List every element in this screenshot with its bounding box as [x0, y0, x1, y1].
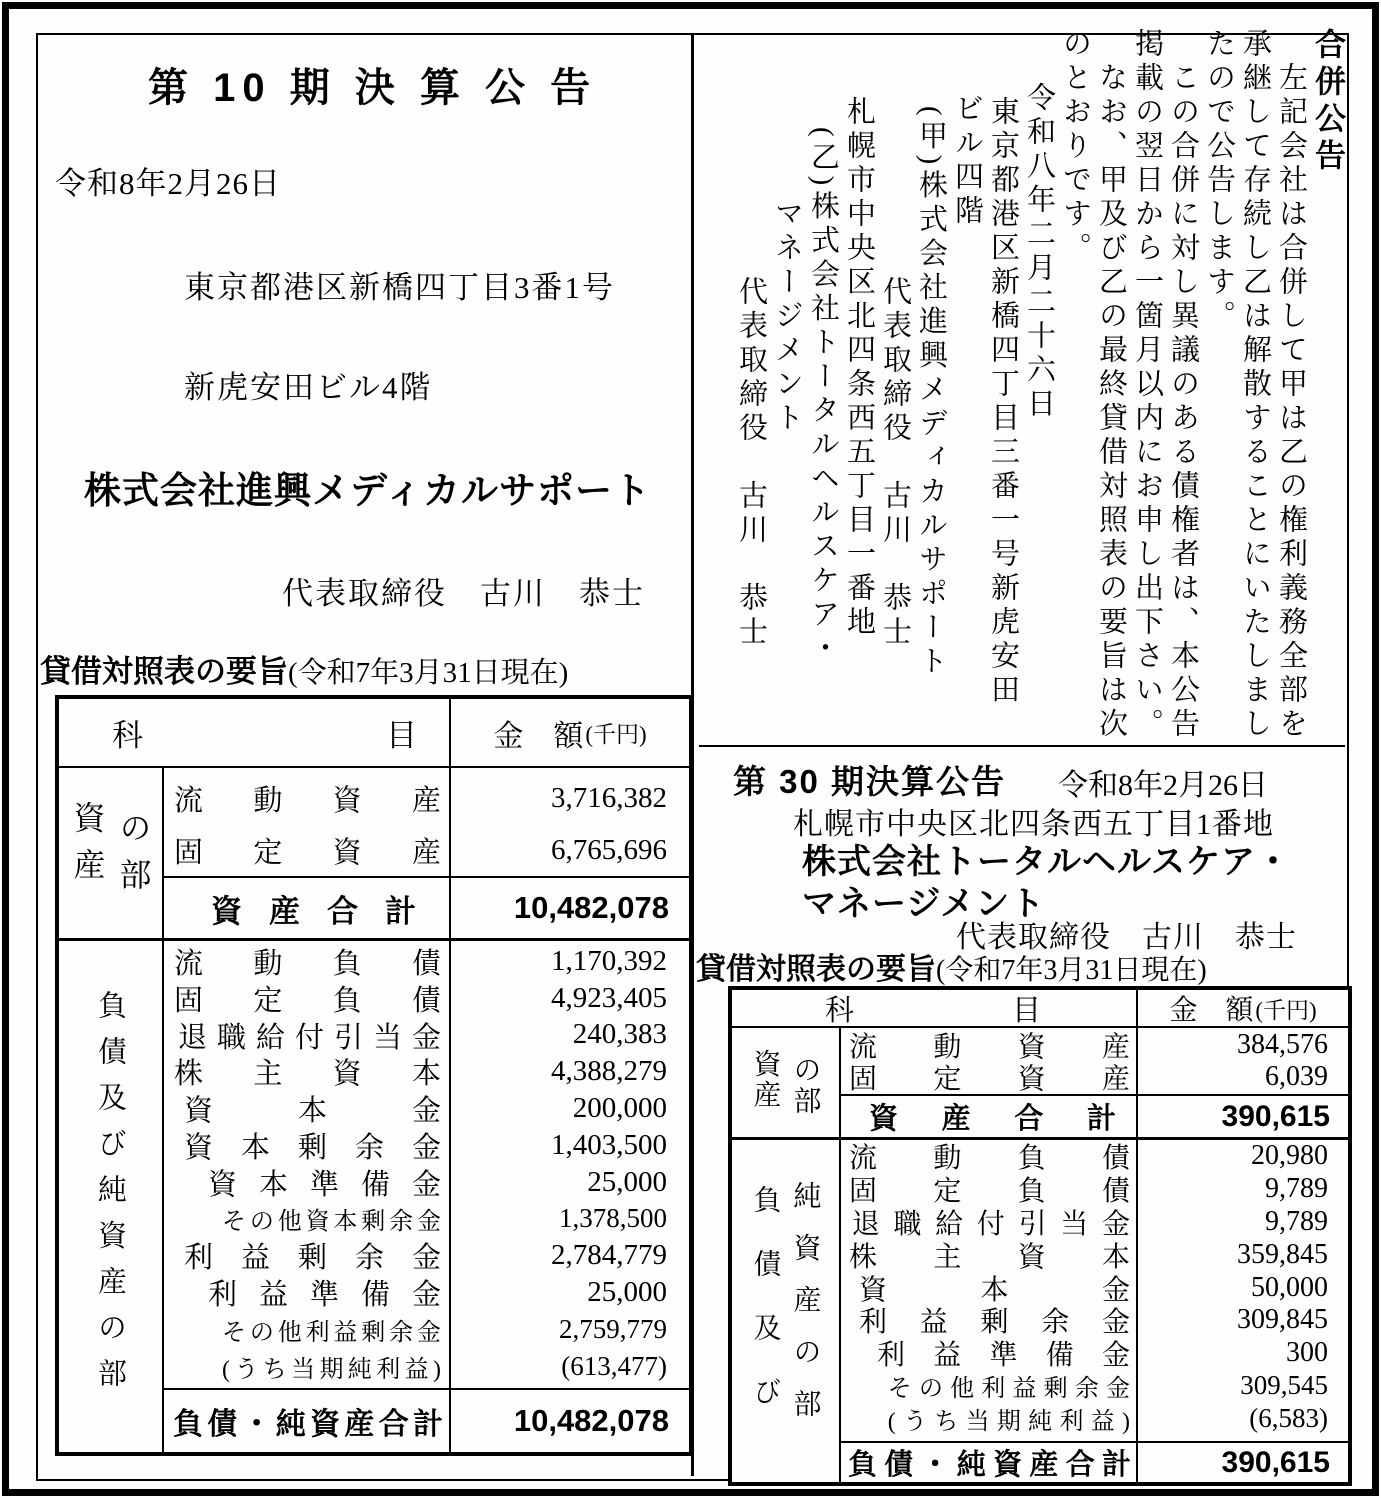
assets-label-col1: 資産 — [69, 801, 106, 895]
liabilities-total-label: 負債・純資産合計 — [173, 1408, 443, 1441]
assets-total-label-cell — [839, 1094, 1136, 1137]
table-row-value — [1138, 1402, 1348, 1435]
announcement-date-30th: 令和8年2月26日 — [1058, 769, 1268, 802]
assets-section-label — [59, 768, 162, 938]
liabilities-total-value-cell — [1136, 1441, 1348, 1482]
table-row-value — [451, 772, 689, 824]
table-row — [841, 1061, 1136, 1093]
assets-label-col2: の部 — [115, 811, 152, 905]
row-label: 利益準備金 — [877, 1340, 1130, 1372]
table-row-value — [1138, 1337, 1348, 1370]
table-row — [164, 980, 449, 1017]
row-label: 流動負債 — [174, 947, 441, 980]
row-label: その他利益剰余金 — [887, 1376, 1130, 1403]
table-row-value — [1138, 1206, 1348, 1239]
row-label: 資本金 — [184, 1095, 441, 1128]
liabilities-label-col2: 純資産の部 — [790, 1181, 822, 1441]
table-row-value — [1138, 1304, 1348, 1337]
table-row — [164, 1311, 449, 1348]
assets-value-list — [449, 768, 689, 876]
assets-item-list — [839, 1028, 1136, 1094]
row-label: 株主資本 — [849, 1241, 1130, 1273]
liabilities-total-label-cell — [839, 1441, 1136, 1482]
liabilities-total-value: 10,482,078 — [513, 1403, 669, 1438]
table-row-value — [1138, 1238, 1348, 1271]
row-label: (うち当期純利益) — [222, 1356, 441, 1383]
row-value: 6,039 — [1265, 1061, 1328, 1092]
table-row — [841, 1337, 1136, 1370]
row-value: 359,845 — [1237, 1238, 1328, 1270]
row-label: 固定負債 — [174, 984, 441, 1017]
row-label: 資本準備金 — [208, 1168, 441, 1201]
table-row — [841, 1238, 1136, 1271]
table-row-value — [1138, 1370, 1348, 1403]
assets-label-col2: の部 — [790, 1054, 822, 1117]
merger-notice — [715, 28, 1345, 750]
row-value: 200,000 — [572, 1092, 667, 1125]
vertical-text-column: 合併公告 — [1310, 28, 1345, 176]
assets-value-list — [1136, 1028, 1348, 1094]
row-label: 退職給付引当金 — [178, 1021, 441, 1054]
row-label: 利益剰余金 — [859, 1307, 1130, 1339]
table-row — [841, 1370, 1136, 1403]
table-row-value — [451, 1274, 689, 1311]
assets-label-col1: 資産 — [750, 1048, 782, 1111]
liabilities-value-list — [449, 938, 689, 1388]
table-row — [841, 1271, 1136, 1304]
row-value: (613,477) — [561, 1350, 667, 1381]
assets-total-label-cell — [162, 876, 449, 938]
liabilities-label-col1: 負債及び — [750, 1185, 782, 1441]
table-row — [164, 1164, 449, 1201]
row-value: 1,170,392 — [551, 944, 667, 977]
table-row-value — [451, 1201, 689, 1238]
row-value: 50,000 — [1251, 1271, 1328, 1303]
header-amount-column — [449, 699, 689, 768]
table-row — [164, 772, 449, 824]
liabilities-total-value-cell — [449, 1388, 689, 1452]
row-label: 退職給付引当金 — [851, 1209, 1130, 1240]
vertical-text-column: マネージメント — [771, 198, 803, 436]
vertical-text-column: 令和八年二月二十六日 — [1023, 82, 1055, 423]
row-value: 2,784,779 — [551, 1239, 667, 1272]
row-value: 25,000 — [587, 1165, 667, 1198]
row-value: 1,378,500 — [559, 1203, 667, 1234]
row-label: 資本金 — [859, 1274, 1130, 1306]
liabilities-item-list — [839, 1137, 1136, 1441]
balance-sheet-date-note-30th: (令和7年3月31日現在) — [936, 955, 1207, 986]
row-label: 資本剰余金 — [184, 1131, 441, 1164]
table-row — [164, 824, 449, 876]
representative-name-30th: 代表取締役 古川 恭士 — [956, 921, 1297, 954]
liabilities-total-label: 負債・純資産合計 — [848, 1449, 1131, 1481]
liabilities-section-label — [59, 938, 162, 1452]
table-row — [164, 1237, 449, 1274]
table-row — [841, 1206, 1136, 1239]
table-row — [841, 1140, 1136, 1173]
row-value: 309,845 — [1237, 1304, 1328, 1336]
table-row — [841, 1173, 1136, 1206]
header-amount-column — [1136, 990, 1348, 1028]
balance-sheet-title: 貸借対照表の要旨 — [40, 654, 288, 689]
table-row — [841, 1304, 1136, 1337]
row-value: 1,403,500 — [551, 1128, 667, 1161]
header-subject-column — [732, 990, 1136, 1028]
page-title: 第 10 期 決 算 公 告 — [148, 66, 598, 110]
assets-total-value: 10,482,078 — [513, 890, 669, 925]
table-row-value — [451, 1127, 689, 1164]
vertical-text-column: ビル四階 — [951, 92, 983, 229]
header-amount-label: 金 額 — [493, 719, 584, 753]
vertical-text-column: 代表取締役 古川 恭士 — [735, 276, 767, 651]
row-label: 利益剰余金 — [184, 1242, 441, 1275]
row-label: その他利益剰余金 — [222, 1319, 441, 1346]
table-row-value — [1138, 1140, 1348, 1173]
header-subject-label: 科目 — [112, 718, 417, 753]
assets-total-label: 資産合計 — [211, 893, 416, 929]
header-amount-label: 金 額 — [1169, 995, 1254, 1026]
vertical-text-column: のとおりです。 — [1059, 28, 1091, 266]
vertical-text-column: たので公告します。 — [1203, 28, 1235, 334]
vertical-text-column: この合併に対し異議のある債権者は、本公告 — [1167, 62, 1199, 742]
table-row-value — [1138, 1029, 1348, 1061]
header-amount-unit: (千円) — [585, 722, 647, 747]
company-name-line2: マネージメント — [802, 885, 1046, 923]
liabilities-section-label — [732, 1137, 839, 1482]
announcement-date: 令和8年2月26日 — [55, 166, 281, 201]
vertical-text-column: 東京都港区新橋四丁目三番一号新虎安田 — [987, 96, 1019, 708]
vertical-text-column: なお、甲及び乙の最終貸借対照表の要旨は次 — [1095, 62, 1127, 742]
table-row-value — [451, 980, 689, 1017]
table-row-value — [451, 1017, 689, 1054]
assets-total-label: 資産合計 — [869, 1103, 1116, 1135]
row-value: 9,789 — [1265, 1173, 1328, 1205]
liabilities-total-label-cell — [162, 1388, 449, 1452]
page-title-30th: 第 30 期決算公告 — [733, 763, 1007, 800]
row-label: 株主資本 — [174, 1058, 441, 1091]
balance-sheet-date-note: (令和7年3月31日現在) — [288, 657, 569, 689]
row-value: 309,545 — [1240, 1370, 1328, 1401]
liabilities-total-value: 390,615 — [1221, 1445, 1330, 1479]
row-label: 流動資産 — [849, 1032, 1130, 1063]
liabilities-value-list — [1136, 1137, 1348, 1441]
vertical-text-column: 承継して存続し乙は解散することにいたしまし — [1239, 28, 1271, 742]
balance-sheet-title-30th: 貸借対照表の要旨 — [696, 953, 936, 986]
table-row — [164, 1090, 449, 1127]
table-row-value — [451, 1348, 689, 1385]
company-address-line1: 東京都港区新橋四丁目3番1号 — [184, 270, 615, 305]
row-label: その他資本剰余金 — [222, 1209, 441, 1236]
row-value: 25,000 — [587, 1276, 667, 1309]
table-row-value — [451, 943, 689, 980]
row-value: 4,923,405 — [551, 981, 667, 1014]
row-value: 2,759,779 — [559, 1313, 667, 1344]
table-row — [164, 1017, 449, 1054]
assets-total-value: 390,615 — [1221, 1099, 1330, 1133]
table-row-value — [451, 1311, 689, 1348]
table-row-value — [451, 824, 689, 876]
company-name: 株式会社進興メディカルサポート — [84, 470, 652, 511]
table-row-value — [1138, 1173, 1348, 1206]
row-value: 300 — [1286, 1337, 1328, 1369]
header-subject-column — [59, 699, 449, 768]
row-label: 固定資産 — [849, 1064, 1130, 1095]
row-value: 20,980 — [1251, 1140, 1328, 1172]
row-label: 流動資産 — [174, 784, 441, 817]
vertical-text-column: 代表取締役 古川 恭士 — [879, 276, 911, 651]
row-value: (6,583) — [1249, 1403, 1328, 1434]
representative-name: 代表取締役 古川 恭士 — [282, 576, 645, 611]
row-label: 固定資産 — [174, 836, 441, 869]
table-row — [164, 1348, 449, 1385]
header-amount-unit: (千円) — [1255, 997, 1317, 1023]
balance-sheet-table-30th — [728, 986, 1352, 1486]
table-row — [164, 1053, 449, 1090]
assets-total-value-cell — [1136, 1094, 1348, 1137]
table-row-value — [451, 1090, 689, 1127]
assets-total-value-cell — [449, 876, 689, 938]
balance-sheet-heading — [40, 646, 568, 691]
row-value: 9,789 — [1265, 1205, 1328, 1237]
company-name-line1: 株式会社トータルヘルスケア・ — [802, 843, 1291, 881]
row-label: 固定負債 — [849, 1176, 1130, 1208]
table-row-value — [451, 1164, 689, 1201]
row-label: 流動負債 — [849, 1143, 1130, 1175]
balance-sheet-table-10th — [55, 695, 693, 1456]
table-row-value — [1138, 1271, 1348, 1304]
row-label: 利益準備金 — [208, 1279, 441, 1312]
balance-sheet-heading-30th — [696, 944, 1207, 988]
table-row-value — [451, 1053, 689, 1090]
company-address-30th: 札幌市中央区北四条西五丁目1番地 — [793, 808, 1274, 841]
table-row — [841, 1402, 1136, 1435]
header-subject-label: 科目 — [825, 994, 1041, 1027]
table-row — [164, 943, 449, 980]
table-row — [164, 1274, 449, 1311]
liabilities-item-list — [162, 938, 449, 1388]
table-row — [164, 1201, 449, 1238]
row-value: 6,765,696 — [551, 833, 667, 866]
assets-item-list — [162, 768, 449, 876]
vertical-text-column: 左記会社は合併して甲は乙の権利義務全部を — [1275, 62, 1307, 742]
table-row-value — [451, 1237, 689, 1274]
table-row-value — [1138, 1061, 1348, 1093]
vertical-text-column: 掲載の翌日から一箇月以内にお申し出下さい。 — [1131, 28, 1163, 742]
row-value: 384,576 — [1237, 1029, 1328, 1060]
row-value: 3,716,382 — [551, 781, 667, 814]
vertical-text-column: (甲)株式会社進興メディカルサポート — [915, 106, 947, 680]
company-address-line2: 新虎安田ビル4階 — [184, 370, 433, 405]
table-row — [164, 1127, 449, 1164]
liabilities-label: 負債及び純資産の部 — [94, 989, 126, 1404]
vertical-text-column: (乙)株式会社トータルヘルスケア・ — [807, 126, 839, 666]
row-value: 4,388,279 — [551, 1055, 667, 1088]
assets-section-label — [732, 1028, 839, 1137]
row-label: (うち当期純利益) — [887, 1409, 1130, 1436]
vertical-text-column: 札幌市中央区北四条西五丁目一番地 — [843, 96, 875, 640]
row-value: 240,383 — [572, 1018, 667, 1051]
